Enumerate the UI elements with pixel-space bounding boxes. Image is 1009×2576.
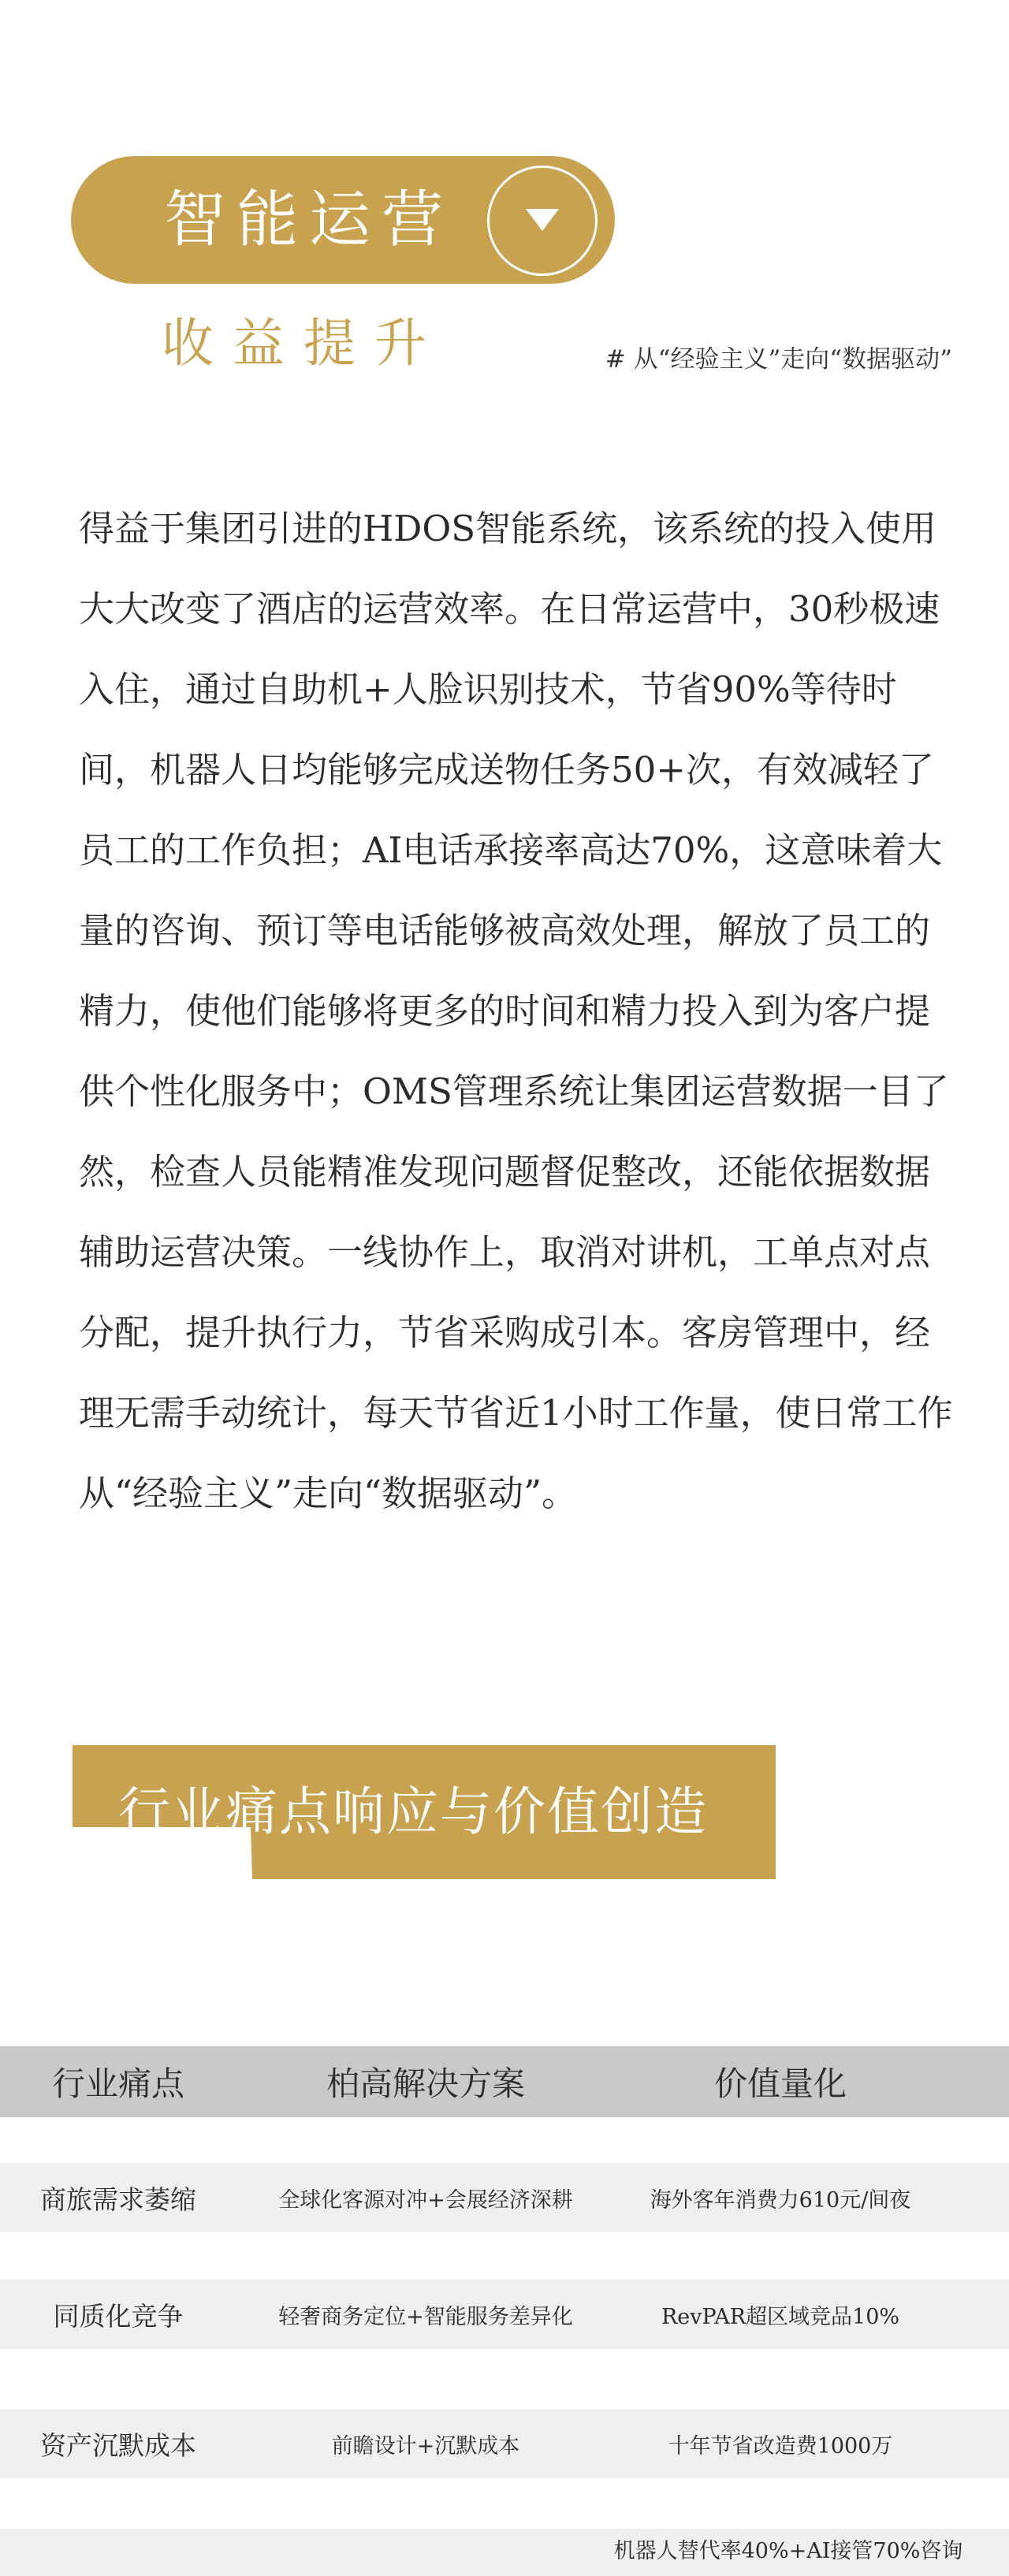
table-cell: 机器人替代率40%+AI接管70%咨询: [613, 2539, 963, 2563]
table-cell: 海外客年消费力610元/间夜: [650, 2187, 911, 2213]
table-cell: 商旅需求萎缩: [40, 2183, 196, 2215]
table-row: [0, 2409, 1009, 2478]
table-header-cell: 行业痛点: [51, 2064, 184, 2103]
table-row: [0, 2280, 1009, 2349]
table-header-cell: 价值量化: [713, 2064, 847, 2103]
table-cell: 轻奢商务定位+智能服务差异化: [278, 2304, 573, 2329]
table-row: [0, 2163, 1009, 2232]
section-banner: [73, 1745, 782, 1881]
table-cell: 全球化客源对冲+会展经济深耕: [278, 2187, 573, 2213]
table-cell: 前瞻设计+沉默成本: [331, 2433, 520, 2459]
tagline: # 从“经验主义”走向“数据驱动”: [605, 345, 952, 374]
body-paragraph: 得益于集团引进的HDOS智能系统，该系统的投入使用大大改变了酒店的运营效率。在日常运营中，30秒极速入住，通过自助机+人脸识别技术，节省90%等待时间，机器人日均能够完成送物任务50+次，有效减轻了员工的工作负担；AI电话承接率高达70%，这意味着大量的咨询、预订等电话能够被高效处理，解放了员工的精力，使他们能够将更多的时间和精力投入到为客户提供个性化服务中；OMS管理系统让集团运营数据一目了然，检查人员能精准发现问题督促整改，还能依据数据辅助运营决策。一线协作上，取消对讲机，工单点对点分配，提升执行力，节省采购成引本。客房管理中，经理无需手动统计，每天节省近1小时工作量，使日常工作从“经验主义”走向“数据驱动”。: [79, 508, 953, 1514]
chevron-down-icon: [524, 207, 560, 233]
section-title-pill: [71, 156, 615, 284]
table-cell: 资产沉默成本: [40, 2429, 196, 2461]
banner-title: 行业痛点响应与价值创造: [118, 1781, 708, 1842]
expand-toggle-button[interactable]: [487, 166, 598, 276]
table-header-cell: 柏高解决方案: [326, 2064, 525, 2103]
table-cell: 十年节省改造费1000万: [668, 2433, 893, 2459]
table-cell: RevPAR超区域竞品10%: [661, 2304, 900, 2329]
table-cell: [236, 2529, 615, 2576]
table-header-row: [0, 2046, 1009, 2117]
section-title: 智能运营: [164, 184, 455, 255]
table-cell: [0, 2529, 236, 2576]
table-row: [0, 2529, 1009, 2576]
section-subtitle: 收益提升: [162, 313, 445, 374]
table-cell: 同质化竞争: [53, 2300, 184, 2332]
